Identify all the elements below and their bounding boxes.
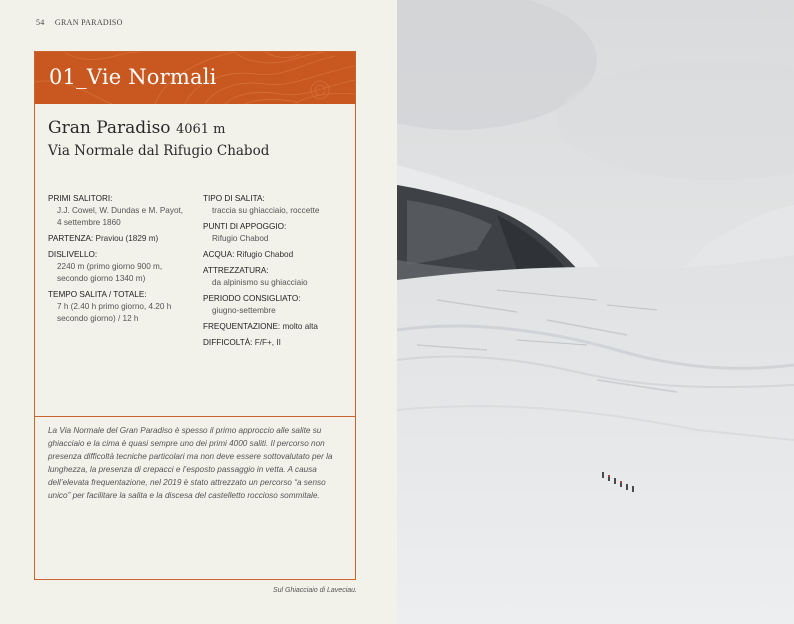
section-title: GRAN PARADISO: [54, 18, 123, 27]
field-value: 4 settembre 1860: [57, 218, 121, 227]
field-attrezzatura: [203, 265, 353, 289]
peak-name: Gran Paradiso: [48, 118, 171, 138]
field-value: secondo giorno) / 12 h: [57, 314, 139, 323]
field-value: Praviou (1829 m): [93, 234, 159, 243]
glacier-photo: [397, 0, 794, 624]
field-punti-appoggio: [203, 221, 353, 245]
field-value: F/F+, II: [252, 338, 281, 347]
info-column-left: [48, 193, 203, 329]
info-column-right: [203, 193, 353, 353]
field-value: traccia su ghiacciaio, roccette: [212, 206, 320, 215]
field-label: DISLIVELLO:: [48, 250, 98, 259]
field-label: ACQUA:: [203, 250, 235, 259]
route-card: [34, 51, 356, 580]
field-value: J.J. Cowel, W. Dundas e M. Payot,: [57, 206, 184, 215]
banner-title: 01_Vie Normali: [49, 65, 217, 89]
field-label: PUNTI DI APPOGGIO:: [203, 222, 287, 231]
field-tipo-salita: [203, 193, 353, 217]
field-value: 2240 m (primo giorno 900 m,: [57, 262, 163, 271]
field-label: DIFFICOLTÀ:: [203, 338, 253, 347]
field-value: Rifugio Chabod: [234, 250, 294, 259]
field-value: secondo giorno 1340 m): [57, 274, 146, 283]
field-tempo: [48, 289, 203, 325]
field-label: PRIMI SALITORI:: [48, 194, 113, 203]
page-number: 54: [36, 18, 45, 27]
field-label: ATTREZZATURA:: [203, 266, 269, 275]
field-value: da alpinismo su ghiacciaio: [212, 278, 308, 287]
field-dislivello: [48, 249, 203, 285]
field-label: TIPO DI SALITA:: [203, 194, 265, 203]
peak-heading: [48, 118, 226, 138]
field-partenza: [48, 233, 203, 245]
field-label: PERIODO CONSIGLIATO:: [203, 294, 301, 303]
field-difficolta: [203, 337, 353, 349]
glacier-photo-illustration: [397, 0, 794, 624]
field-label: FREQUENTAZIONE:: [203, 322, 281, 331]
field-value: Rifugio Chabod: [212, 234, 269, 243]
field-value: 7 h (2.40 h primo giorno, 4.20 h: [57, 302, 172, 311]
field-periodo: [203, 293, 353, 317]
route-name: Via Normale dal Rifugio Chabod: [48, 143, 270, 159]
intro-paragraph: La Via Normale del Gran Paradiso è spesso il primo approccio alle salite su ghiacciaio e la cima è quasi sempre uno dei primi 4000 saliti. Il percorso non presenza difficoltà tecniche particolari ma non deve essere sottovalutato per la lunghezza, la presenza di crepacci e l’esposto passaggio in vetta. A causa dell’elevata frequentazione, nel 2019 è stato attrezzato un percorso “a senso unico” per facilitare la salita e la discesa del castelletto roccioso sommitale.: [48, 426, 333, 500]
field-value: giugno-settembre: [212, 306, 276, 315]
field-primi-salitori: [48, 193, 203, 229]
field-label: TEMPO SALITA / TOTALE:: [48, 290, 147, 299]
section-banner: [35, 52, 355, 104]
card-divider: [35, 416, 355, 417]
field-label: PARTENZA:: [48, 234, 94, 243]
peak-elevation: 4061 m: [175, 122, 226, 137]
field-acqua: [203, 249, 353, 261]
field-frequentazione: [203, 321, 353, 333]
field-value: molto alta: [280, 322, 318, 331]
photo-caption: Sul Ghiacciaio di Laveciau.: [272, 587, 357, 594]
running-head: [36, 18, 131, 27]
